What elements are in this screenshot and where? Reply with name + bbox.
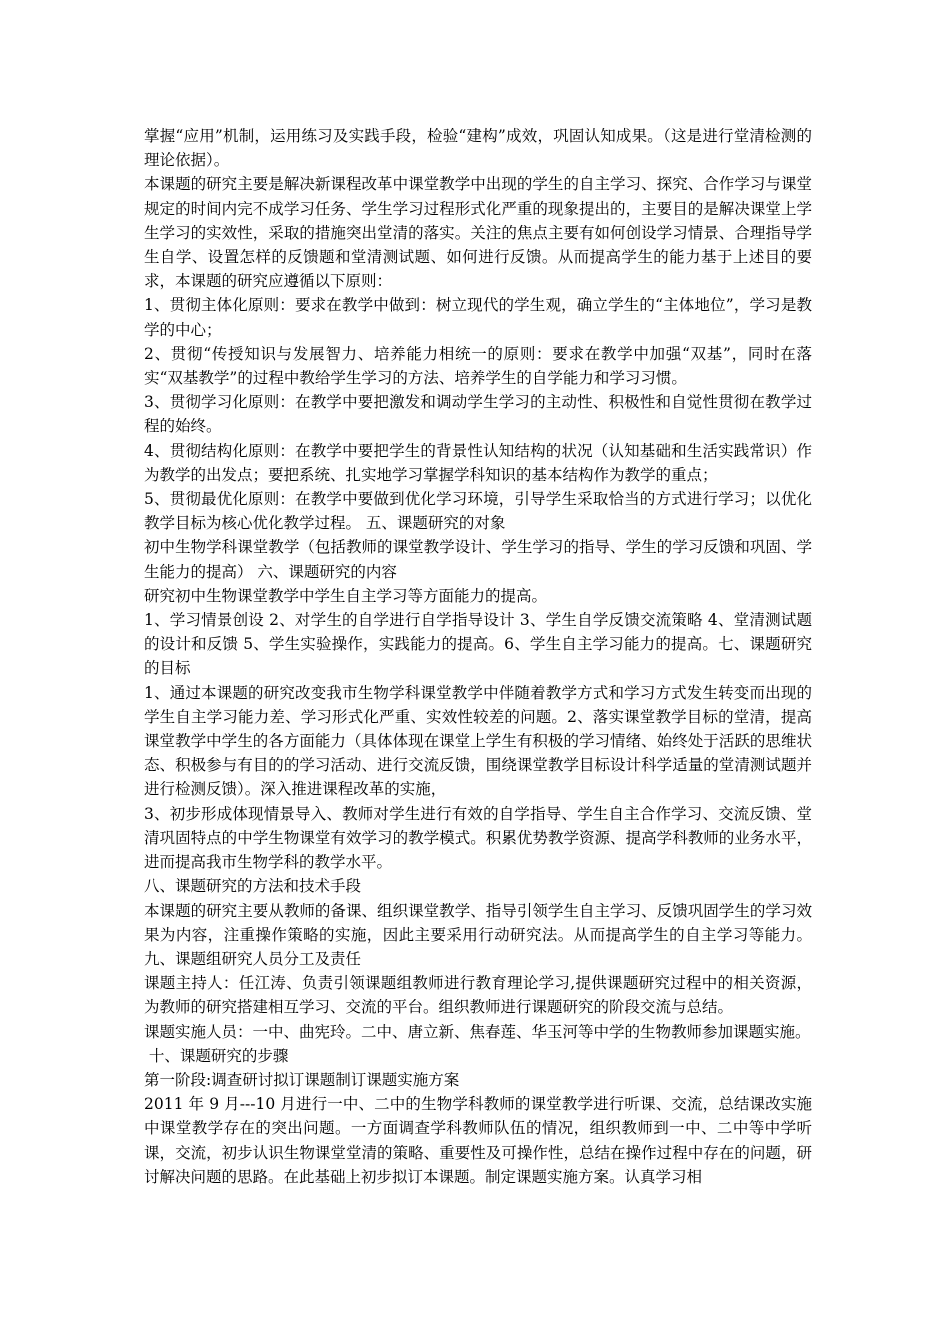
paragraph-principle-5: 5、贯彻最优化原则：在教学中要做到优化学习环境，引导学生采取恰当的方式进行学习；以优化教学目标为核心优化教学过程。 五、课题研究的对象 <box>144 490 812 533</box>
paragraph-goal-1-2: 1、通过本课题的研究改变我市生物学科课堂教学中伴随着教学方式和学习方式发生转变而出现的学生自主学习能力差、学习形式化严重、实效性较差的问题。2、落实课堂教学目标的堂清，提高课堂教学中学生的各方面能力（具体体现在课堂上学生有积极的学习情绪、始终处于活跃的思维状态、积极参与有目的的学习活动、进行交流反馈，围绕课堂教学目标设计科学适量的堂清测试题并进行检测反馈）。深入推进课程改革的实施， <box>144 683 812 799</box>
paragraph-research-object: 初中生物学科课堂教学（包括教师的课堂教学设计、学生学习的指导、学生的学习反馈和巩固、学生能力的提高） 六、课题研究的内容 <box>144 538 812 581</box>
document-body <box>144 124 812 1189</box>
paragraph-goal-3: 3、初步形成体现情景导入、教师对学生进行有效的自学指导、学生自主合作学习、交流反馈、堂清巩固特点的中学生物课堂有效学习的教学模式。积累优势教学资源、提高学科教师的业务水平，进而提高我市生物学科的教学水平。 <box>144 804 812 872</box>
section-heading-methods: 八、课题研究的方法和技术手段 <box>144 877 362 896</box>
paragraph-implementers: 课题实施人员：一中、曲宪玲。二中、唐立新、焦春莲、华玉河等中学的生物教师参加课题实施。 <box>144 1022 811 1041</box>
paragraph-principle-4: 4、贯彻结构化原则：在教学中要把学生的背景性认知结构的状况（认知基础和生活实践常识）作为教学的出发点；要把系统、扎实地学习掌握学科知识的基本结构作为教学的重点； <box>144 441 812 484</box>
paragraph-methods: 本课题的研究主要从教师的备课、组织课堂教学、指导引领学生自主学习、反馈巩固学生的学习效果为内容，注重操作策略的实施，因此主要采用行动研究法。从而提高学生的自主学习等能力。 九、课题组研究人员分工及责任 <box>144 901 812 968</box>
paragraph-content-items: 1、学习情景创设 2、对学生的自学进行自学指导设计 3、学生自学反馈交流策略 4、堂清测试题的设计和反馈 5、学生实验操作，实践能力的提高。6、学生自主学习能力的提高。七、课题研究的目标 <box>144 611 812 678</box>
section-heading-steps: 十、课题研究的步骤 <box>144 1046 289 1065</box>
paragraph-research-content: 研究初中生物课堂教学中学生自主学习等方面能力的提高。 <box>144 586 548 605</box>
paragraph-research-purpose: 本课题的研究主要是解决新课程改革中课堂教学中出现的学生的自主学习、探究、合作学习与课堂规定的时间内完不成学习任务、学生学习过程形式化严重的现象提出的，主要目的是解决课堂上学生学习的实效性，采取的措施突出堂清的落实。关注的焦点主要有如何创设学习情景、合理指导学生自学、设置怎样的反馈题和堂清测试题、如何进行反馈。从而提高学生的能力基于上述目的要求，本课题的研究应遵循以下原则： <box>144 175 812 291</box>
paragraph-theory-basis: 掌握“应用”机制，运用练习及实践手段，检验“建构”成效，巩固认知成果。（这是进行堂清检测的理论依据）。 <box>144 127 812 170</box>
paragraph-principle-1: 1、贯彻主体化原则：要求在教学中做到：树立现代的学生观，确立学生的“主体地位”，学习是教学的中心； <box>144 296 812 339</box>
paragraph-principle-3: 3、贯彻学习化原则：在教学中要把激发和调动学生学习的主动性、积极性和自觉性贯彻在教学过程的始终。 <box>144 393 812 436</box>
paragraph-host: 课题主持人：任江涛、负责引领课题组教师进行教育理论学习,提供课题研究过程中的相关资源，为教师的研究搭建相互学习、交流的平台。组织教师进行课题研究的阶段交流与总结。 <box>144 974 812 1017</box>
paragraph-principle-2: 2、贯彻“传授知识与发展智力、培养能力相统一的原则：要求在教学中加强“双基”，同时在落实“双基教学”的过程中教给学生学习的方法、培养学生的自学能力和学习习惯。 <box>144 344 812 388</box>
paragraph-stage-1-body: 2011 年 9 月---10 月进行一中、二中的生物学科教师的课堂教学进行听课、交流，总结课改实施中课堂教学存在的突出问题。一方面调查学科教师队伍的情况，组织教师到一中、二中等中学听课，交流，初步认识生物课堂堂清的策略、重要性及可操作性，总结在操作过程中存在的问题，研讨解决问题的思路。在此基础上初步拟订本课题。制定课题实施方案。认真学习相 <box>144 1095 812 1186</box>
paragraph-stage-1-title: 第一阶段:调查研讨拟订课题制订课题实施方案 <box>144 1070 460 1089</box>
